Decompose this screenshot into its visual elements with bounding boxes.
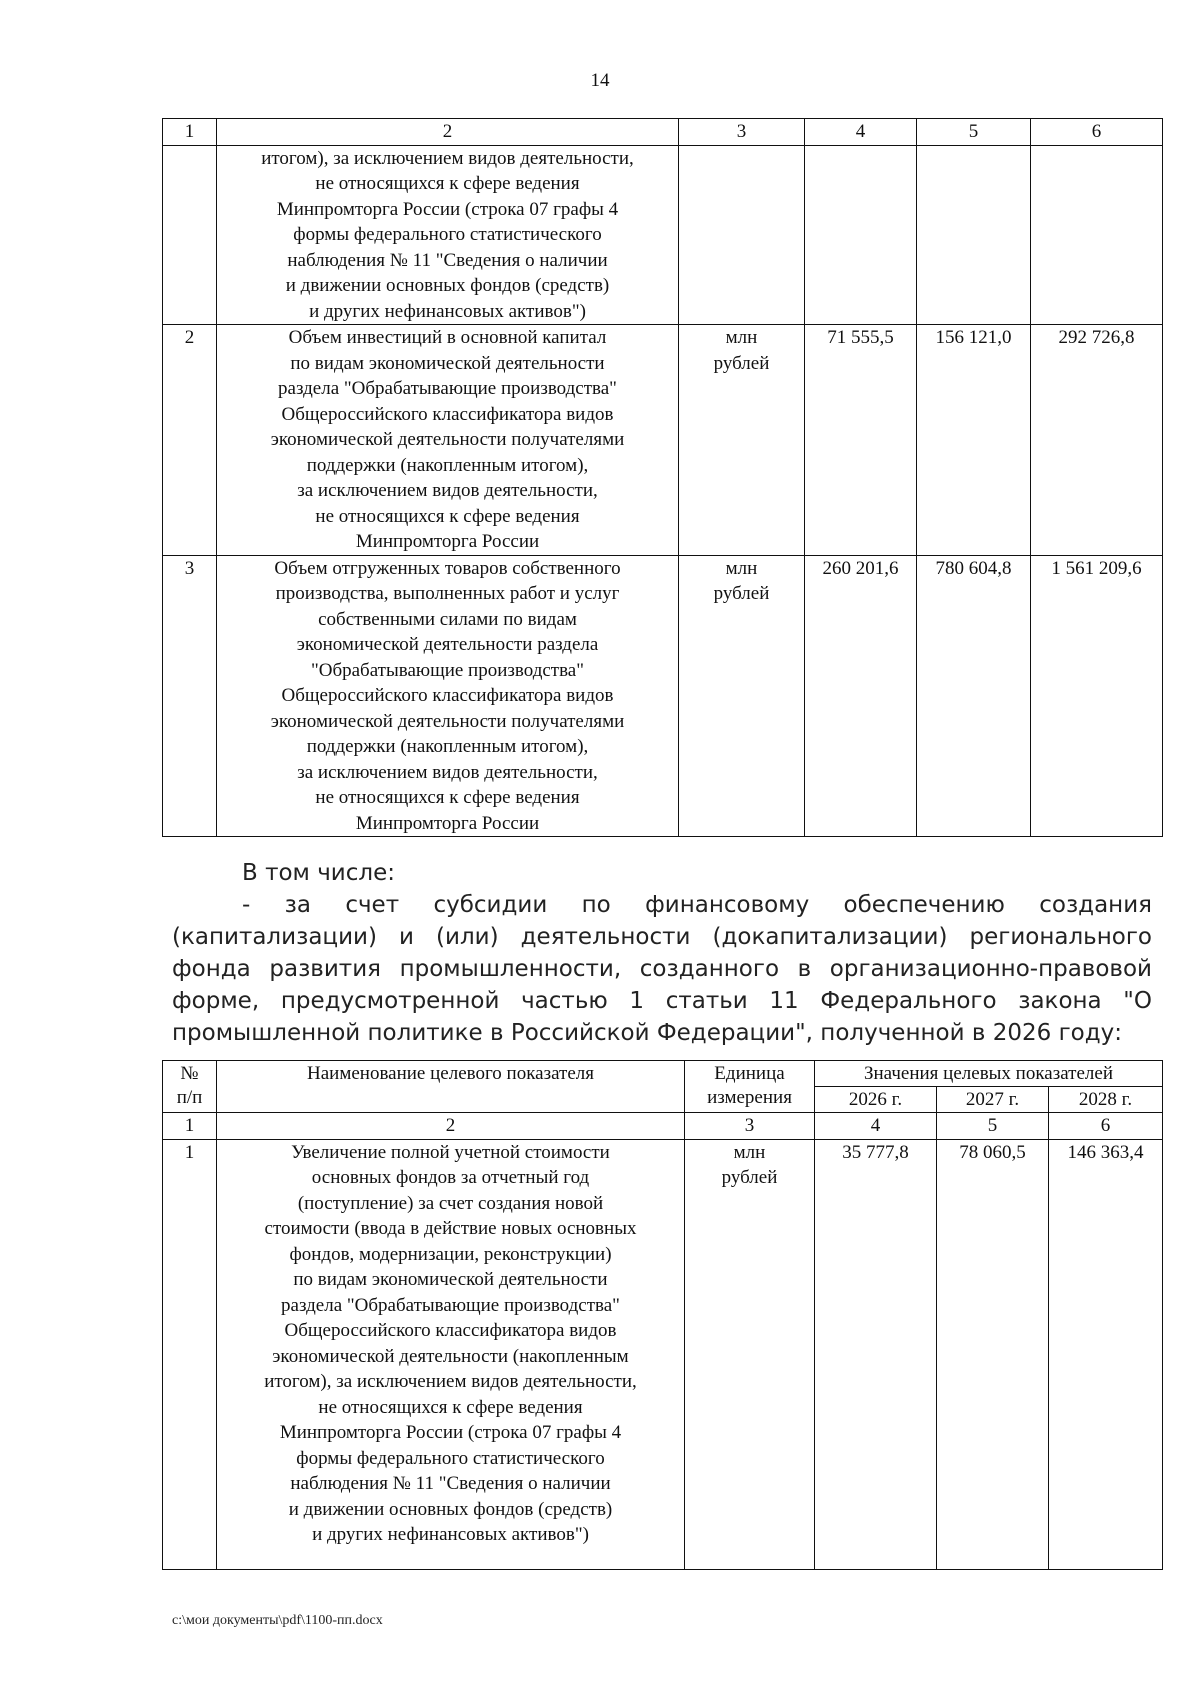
index-cell: 1 xyxy=(163,1113,217,1140)
value-cell: 1 561 209,6 xyxy=(1031,555,1163,837)
page-number: 14 xyxy=(590,70,610,91)
table-row xyxy=(163,325,1163,556)
column-header-unit: Единица измерения xyxy=(685,1061,815,1113)
year-header: 2028 г. xyxy=(1049,1087,1163,1113)
value-cell: 71 555,5 xyxy=(805,325,917,556)
table-row xyxy=(163,145,1163,325)
table-row xyxy=(163,555,1163,837)
value-cell: 146 363,4 xyxy=(1049,1139,1163,1569)
index-cell: 6 xyxy=(1031,119,1163,146)
indicators-table-continued xyxy=(162,118,1163,837)
paragraph-intro: В том числе: xyxy=(242,860,396,886)
index-cell: 2 xyxy=(217,119,679,146)
table-index-row xyxy=(163,119,1163,146)
value-cell: 260 201,6 xyxy=(805,555,917,837)
value-cell: 780 604,8 xyxy=(917,555,1031,837)
column-header-number: № п/п xyxy=(163,1061,217,1113)
table-header-row xyxy=(163,1061,1163,1087)
column-header-name: Наименование целевого показателя xyxy=(217,1061,685,1113)
row-number: 2 xyxy=(163,325,217,556)
index-cell: 5 xyxy=(937,1113,1049,1140)
index-cell: 3 xyxy=(685,1113,815,1140)
index-cell: 6 xyxy=(1049,1113,1163,1140)
index-cell: 2 xyxy=(217,1113,685,1140)
indicator-description: Объем инвестиций в основной капитал по видам экономической деятельности раздела "Обрабатывающие производства" Общероссийского классификатора видов экономической деятельности получателями поддержки (накопленным итогом), за исключением видов деятельности, не относящихся к сфере ведения Минпромторга России xyxy=(217,325,679,556)
year-header: 2026 г. xyxy=(815,1087,937,1113)
table-index-row xyxy=(163,1113,1163,1140)
row-number xyxy=(163,145,217,325)
table-row xyxy=(163,1139,1163,1569)
value-cell: 156 121,0 xyxy=(917,325,1031,556)
indicator-description: Объем отгруженных товаров собственного производства, выполненных работ и услуг собственными силами по видам экономической деятельности раздела "Обрабатывающие производства" Общероссийского классификатора видов экономической деятельности получателями поддержки (накопленным итогом), за исключением видов деятельности, не относящихся к сфере ведения Минпромторга России xyxy=(217,555,679,837)
value-cell: 292 726,8 xyxy=(1031,325,1163,556)
value-cell xyxy=(1031,145,1163,325)
indicator-description: итогом), за исключением видов деятельности, не относящихся к сфере ведения Минпромторга России (строка 07 графы 4 формы федерального статистического наблюдения № 11 "Сведения о наличии и движении основных фондов (средств) и других нефинансовых активов") xyxy=(217,145,679,325)
value-cell: 35 777,8 xyxy=(815,1139,937,1569)
index-cell: 4 xyxy=(815,1113,937,1140)
paragraph-body-text: - за счет субсидии по финансовому обеспечению создания (капитализации) и (или) деятельности (докапитализации) регионального фонда развития промышленности, созданного в организационно-правовой форме, предусмотренной частью 1 статьи 11 Федерального закона "О промышленной политике в Российской Федерации", полученной в 2026 году: xyxy=(172,892,1152,1046)
value-cell: 78 060,5 xyxy=(937,1139,1049,1569)
year-header: 2027 г. xyxy=(937,1087,1049,1113)
unit-cell: млн рублей xyxy=(679,555,805,837)
index-cell: 5 xyxy=(917,119,1031,146)
paragraph-body xyxy=(172,889,1152,1049)
unit-cell xyxy=(679,145,805,325)
unit-cell: млн рублей xyxy=(679,325,805,556)
value-cell xyxy=(917,145,1031,325)
column-header-values: Значения целевых показателей xyxy=(815,1061,1163,1087)
value-cell xyxy=(805,145,917,325)
index-cell: 3 xyxy=(679,119,805,146)
footer-file-path: c:\мои документы\pdf\1100-пп.docx xyxy=(172,1613,383,1628)
row-number: 1 xyxy=(163,1139,217,1569)
unit-cell: млн рублей xyxy=(685,1139,815,1569)
subsidy-indicators-table xyxy=(162,1060,1163,1570)
index-cell: 4 xyxy=(805,119,917,146)
index-cell: 1 xyxy=(163,119,217,146)
indicator-description: Увеличение полной учетной стоимости основных фондов за отчетный год (поступление) за счет создания новой стоимости (ввода в действие новых основных фондов, модернизации, реконструкции) по видам экономической деятельности раздела "Обрабатывающие производства" Общероссийского классификатора видов экономической деятельности (накопленным итогом), за исключением видов деятельности, не относящихся к сфере ведения Минпромторга России (строка 07 графы 4 формы федерального статистического наблюдения № 11 "Сведения о наличии и движении основных фондов (средств) и других нефинансовых активов") xyxy=(217,1139,685,1569)
row-number: 3 xyxy=(163,555,217,837)
